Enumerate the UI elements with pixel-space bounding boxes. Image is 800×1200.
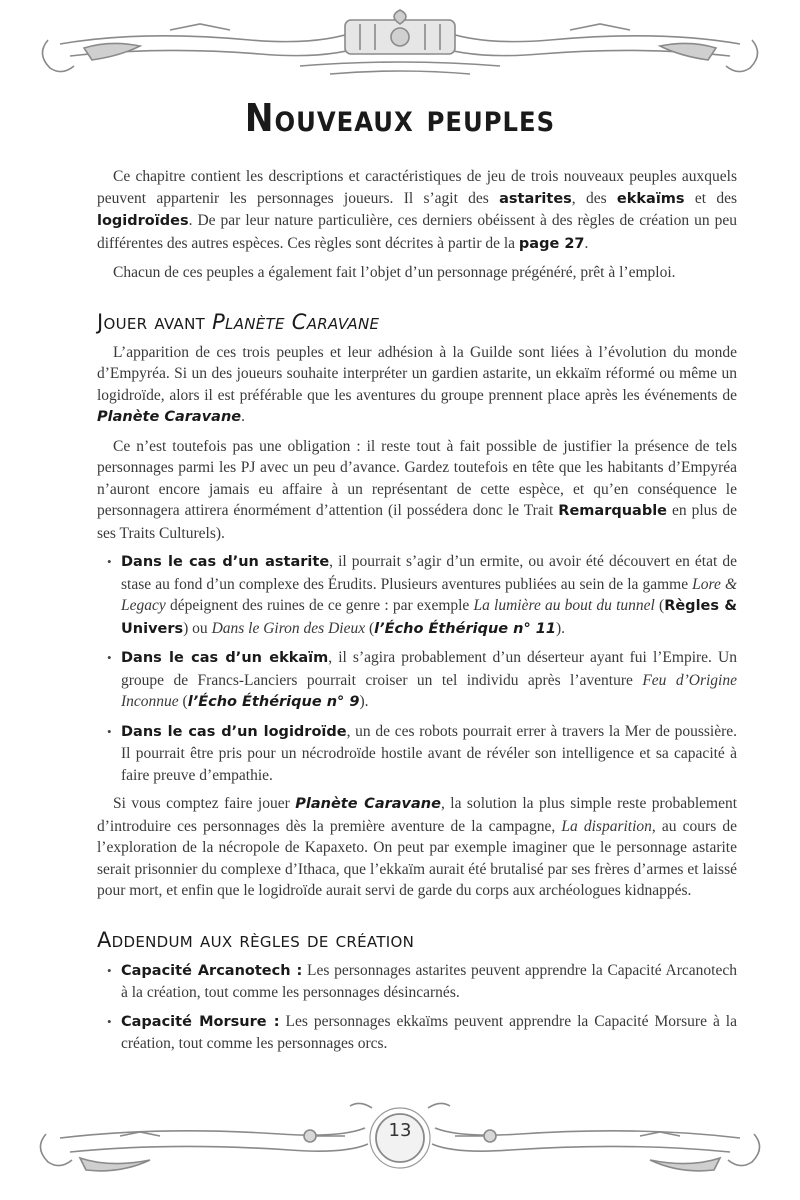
section1-paragraph-3: Si vous comptez faire jouer Planète Caravane, la solution la plus simple reste probablement d’introduire ces personnages dès la première aventure de la campagne, La disparition, au cours de l’exploration de la nécropole de Kapaxeto. On peut par exemple imaginer que le personnage astarite serait prisonnier du complexe d’Ithaca, que l’ekkaïm aurait été brutalisé par ses frères d’armes et laissé pour mort, et enfin que le logidroïde aurait servi de garde du corps aux archéologues kidnappés. bbox=[97, 795, 738, 899]
rules-bullet-list bbox=[97, 960, 737, 1055]
list-item-logidroide: • Dans le cas d’un logidroïde, un de ces robots pourrait errer à travers la Mer de poussière. Il pourrait être pris pour un nécrodroïde hostile avant de révéler son intelligence et sa capacité à faire preuve d’empathie. bbox=[121, 721, 737, 787]
list-item-ekkaim: • Dans le cas d’un ekkaïm, il s’agira probablement d’un déserteur ayant fui l’Empire. Un groupe de Francs-Lanciers pourrait croiser un tel individu après l’aventure Feu d’Origine Inconnue (l’Écho Éthérique n° 9). bbox=[121, 647, 737, 714]
bottom-ornament bbox=[0, 1098, 800, 1200]
section1-paragraph-1: L’apparition de ces trois peuples et leur adhésion à la Guilde sont liées à l’évolution du monde d’Empyréa. Si un des joueurs souhaite interpréter un gardien astarite, un ekkaïm réformé ou même un logidroïde, alors il est préférable que les aventures du groupe prennent place après les événements de Planète Caravane. bbox=[97, 343, 737, 425]
list-item-arcanotech: • Capacité Arcanotech : Les personnages astarites peuvent apprendre la Capacité Arcanotech à la création, tout comme les personnages désincarnés. bbox=[121, 960, 737, 1004]
main-content bbox=[97, 166, 737, 1062]
intro-paragraph-2: Chacun de ces peuples a également fait l’objet d’un personnage prégénéré, prêt à l’emploi. bbox=[113, 264, 676, 281]
list-item-astarite: • Dans le cas d’un astarite, il pourrait s’agir d’un ermite, ou avoir été découvert en état de stase au fond d’un complexe des Érudits. Plusieurs aventures publiées au sein de la gamme Lore & Legacy dépeignent des ruines de ce genre : par exemple La lumière au bout du tunnel (Règles & Univers) ou Dans le Giron des Dieux (l’Écho Éthérique n° 11). bbox=[121, 551, 737, 640]
page-title: Nouveaux peuples bbox=[244, 96, 556, 140]
section1-paragraph-2: Ce n’est toutefois pas une obligation : il reste tout à fait possible de justifier la présence de tels personnages parmi les PJ avec un peu d’avance. Gardez toutefois en tête que les habitants d’Empyréa n’auront encore jamais eu affaire à un représentant de cette espèce, et qu’en conséquence le personnagera attirera énormément d’attention (il possédera donc le Trait Remarquable en plus de ses Traits Culturels). bbox=[97, 437, 738, 542]
species-bullet-list bbox=[97, 551, 737, 786]
top-ornament bbox=[0, 0, 800, 110]
page-number: 13 bbox=[388, 1120, 412, 1141]
list-item-morsure: • Capacité Morsure : Les personnages ekkaïms peuvent apprendre la Capacité Morsure à la création, tout comme les personnages orcs. bbox=[121, 1011, 737, 1055]
section-heading-jouer-avant: Jouer avant Planète Caravane bbox=[97, 309, 380, 334]
section-heading-addendum: Addendum aux règles de création bbox=[97, 927, 415, 952]
intro-paragraph-1: Ce chapitre contient les descriptions et caractéristiques de jeu de trois nouveaux peuples auxquels peuvent appartenir les personnages joueurs. Il s’agit des astarites, des ekkaïms et des logidroïdes. De par leur nature particulière, ces derniers obéissent à des règles de création un peu différentes des autres espèces. Ces règles sont décrites à partir de la page 27. bbox=[97, 168, 737, 252]
